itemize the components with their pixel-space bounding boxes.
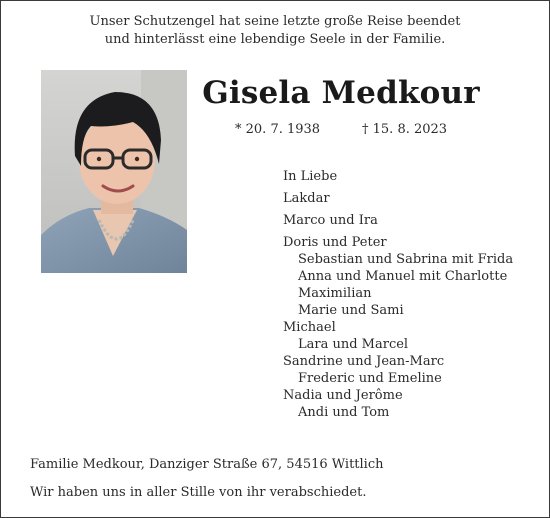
motto (1, 13, 549, 49)
mourner-entry: Marie und Sami (298, 303, 404, 318)
mourner-entry: Lakdar (283, 191, 330, 206)
motto-line: und hinterlässt eine lebendige Seele in der Familie. (104, 32, 446, 47)
portrait-image (41, 70, 187, 273)
death-date: † 15. 8. 2023 (362, 122, 448, 137)
mourner-entry: Sebastian und Sabrina mit Frida (298, 252, 514, 267)
mourner-entry: Maximilian (298, 286, 372, 301)
mourner-entry: Nadia und Jerôme (283, 388, 403, 403)
deceased-name: Gisela Medkour (202, 75, 480, 111)
mourner-entry: Lara und Marcel (298, 337, 409, 352)
mourner-entry: Michael (283, 320, 336, 335)
motto-line: Unser Schutzengel hat seine letzte große Reise beendet (89, 14, 461, 29)
mourner-entry: Sandrine und Jean-Marc (283, 354, 445, 369)
mourner-entry: Frederic und Emeline (298, 371, 442, 386)
mourner-entry: Anna und Manuel mit Charlotte (298, 269, 508, 284)
mourners-intro: In Liebe (283, 169, 338, 184)
mourner-entry: Marco und Ira (283, 213, 378, 228)
family-address: Familie Medkour, Danziger Straße 67, 54516 Wittlich (30, 457, 384, 472)
closing-note: Wir haben uns in aller Stille von ihr verabschiedet. (30, 485, 367, 500)
mourner-entry: Andi und Tom (298, 405, 390, 420)
mourner-entry: Doris und Peter (283, 235, 387, 250)
mourners-list (283, 168, 513, 421)
portrait-photo (41, 70, 187, 273)
birth-date: * 20. 7. 1938 (235, 122, 321, 137)
